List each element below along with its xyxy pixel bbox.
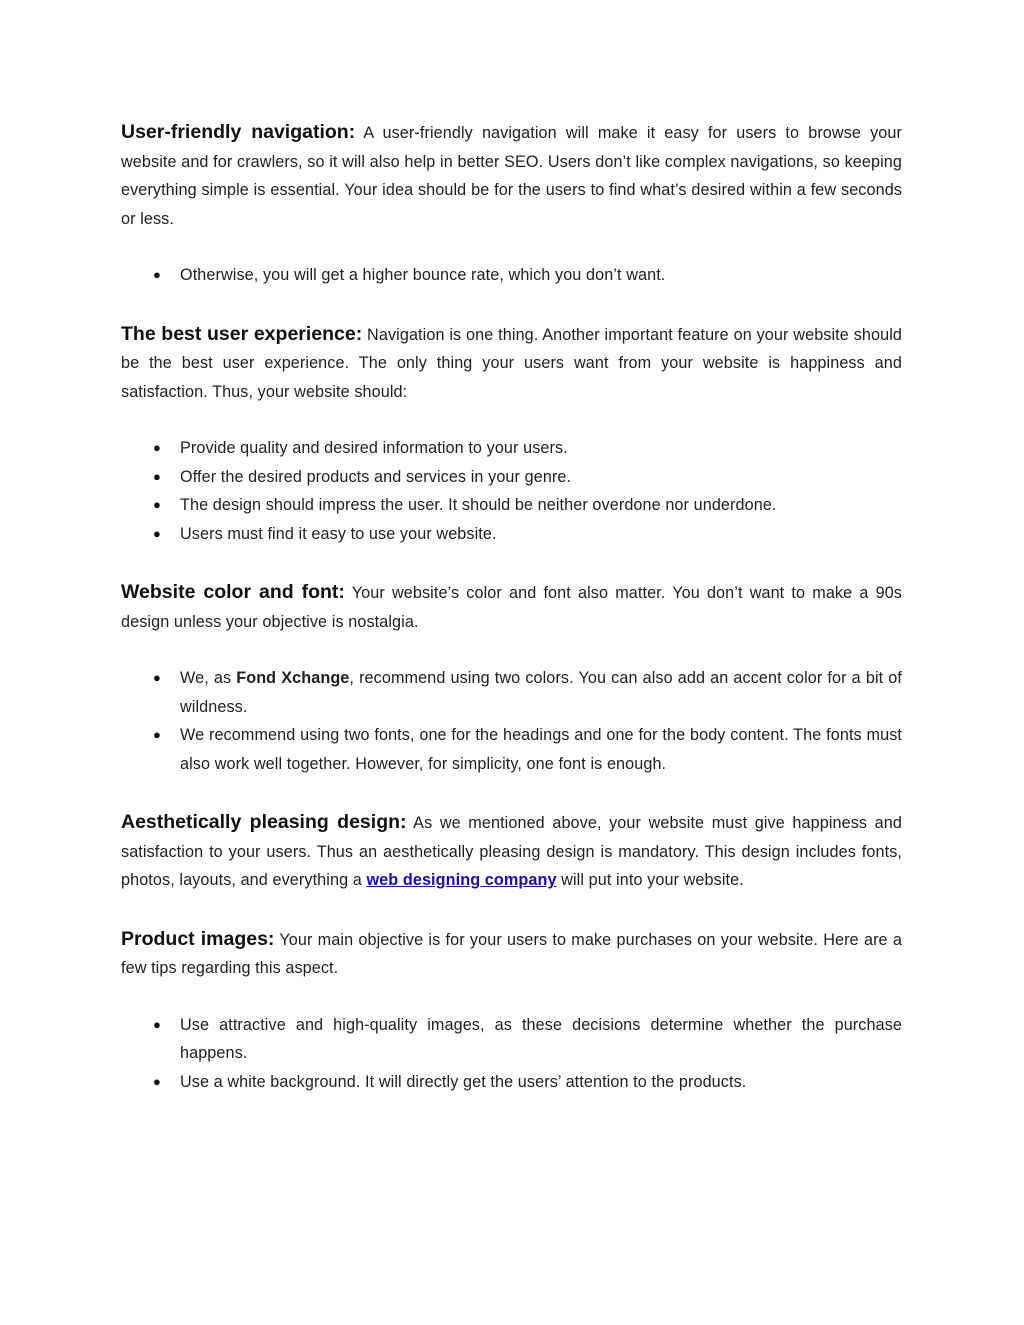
bullet-icon: ● (153, 727, 161, 742)
bullet-icon: ● (153, 267, 161, 282)
brand-name: Fond Xchange (236, 669, 350, 687)
navigation-heading: User-friendly navigation: (121, 121, 356, 143)
color-font-heading: Website color and font: (121, 581, 345, 603)
web-designing-company-link[interactable]: web designing company (366, 871, 557, 889)
bullet-icon: ● (153, 525, 161, 541)
color-font-bullet-list (121, 664, 902, 778)
bullet-icon: ● (153, 497, 161, 512)
navigation-body: A user-friendly navigation will make it easy for users to browse your website and for crawlers, so it will also help in better SEO. Users don’t like complex navigations, so keeping everything simple is essential. Your idea should be for the users to find what’s desired within a few seconds or less. (121, 124, 902, 228)
images-bullet-list (121, 1011, 902, 1097)
images-paragraph (121, 925, 902, 983)
list-item: ● Otherwise, you will get a higher bounce rate, which you don’t want. (121, 261, 902, 290)
bullet-icon: ● (153, 440, 161, 455)
aesthetic-heading: Aesthetically pleasing design: (121, 811, 407, 833)
list-item: ● Provide quality and desired information to your users. (121, 434, 902, 463)
aesthetic-paragraph: Aesthetically pleasing design: As we mentioned above, your website must give happiness and satisfaction to your users. Thus an aesthetically pleasing design is mandatory. This design includes fonts, photos, layouts, and everything a web designing company will put into your website. (121, 811, 902, 889)
list-item: ● Use attractive and high-quality images, as these decisions determine whether the purchase happens. (121, 1011, 902, 1068)
experience-bullet-list (121, 434, 902, 548)
list-item: ● Offer the desired products and services in your genre. (121, 463, 902, 492)
list-item: ● Use a white background. It will directly get the users’ attention to the products. (121, 1068, 902, 1097)
images-heading: Product images: (121, 927, 275, 950)
list-item: ● We recommend using two fonts, one for the headings and one for the body content. The fonts must also work well together. However, for simplicity, one font is enough. (121, 721, 902, 778)
navigation-bullet-list (121, 261, 902, 290)
color-font-paragraph (121, 578, 902, 636)
list-item: ● The design should impress the user. It should be neither overdone nor underdone. (121, 491, 902, 520)
bullet-icon: ● (153, 468, 161, 484)
bullet-icon: ● (153, 670, 161, 685)
experience-paragraph (121, 320, 902, 407)
experience-heading: The best user experience: (121, 322, 363, 345)
list-item: ● Users must find it easy to use your website. (121, 520, 902, 549)
bullet-icon: ● (153, 1016, 161, 1032)
document-page (121, 118, 902, 1096)
color-font-body: Your website’s color and font also matter. You don’t want to make a 90s design unless your objective is nostalgia. (121, 584, 902, 631)
experience-body: Navigation is one thing. Another important feature on your website should be the best user experience. The only thing your users want from your website is happiness and satisfaction. Thus, your website should: (121, 325, 902, 401)
images-body: Your main objective is for your users to make purchases on your website. Here are a few tips regarding this aspect. (121, 930, 902, 977)
bullet-icon: ● (153, 1073, 161, 1089)
list-item: ● We, as Fond Xchange, recommend using two colors. You can also add an accent color for a bit of wildness. (121, 664, 902, 721)
navigation-paragraph (121, 118, 902, 233)
